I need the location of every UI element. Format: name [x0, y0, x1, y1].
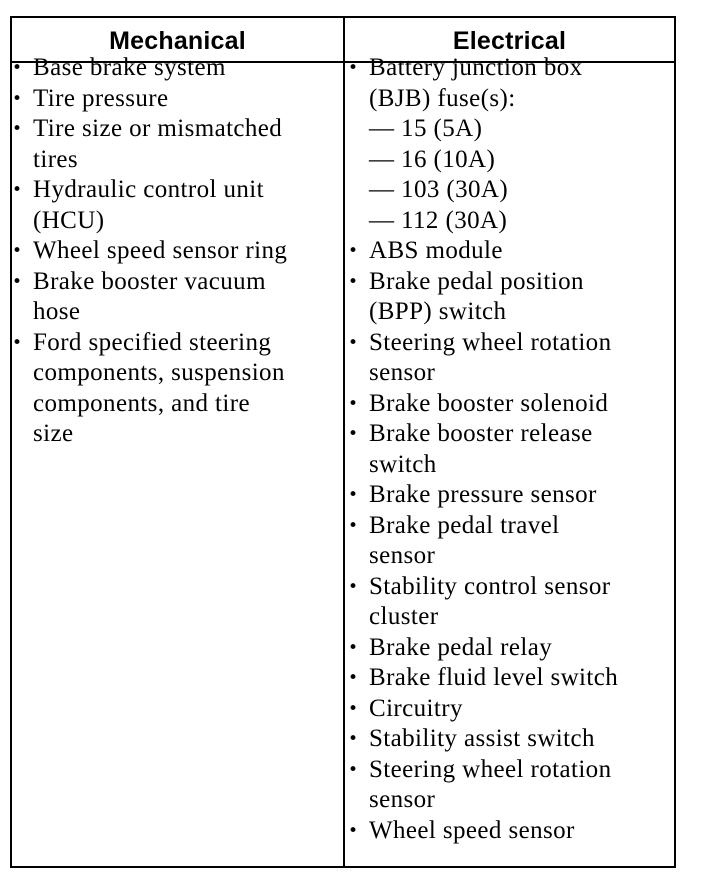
- mechanical-list-item: [9, 175, 287, 236]
- electrical-item-text: Stability control sensor: [369, 572, 611, 600]
- mechanical-item-text: components, suspension: [33, 359, 285, 386]
- electrical-item-text: Brake booster solenoid: [369, 389, 609, 417]
- bullet-icon: [12, 175, 26, 208]
- electrical-item-text: Brake fluid level switch: [369, 664, 619, 691]
- electrical-list-item: [345, 572, 618, 633]
- electrical-column: [345, 53, 618, 846]
- electrical-list-item: [345, 816, 618, 847]
- mechanical-item-text: (HCU): [33, 206, 105, 234]
- mechanical-item-text: Tire size or mismatched: [33, 115, 283, 142]
- electrical-item-text: Steering wheel rotation: [369, 755, 612, 783]
- mechanical-item-text: Base brake system: [33, 54, 226, 81]
- electrical-item-text: — 15 (5A): [369, 115, 483, 142]
- electrical-item-text: Brake pressure sensor: [369, 481, 597, 508]
- electrical-item-text: sensor: [369, 786, 436, 813]
- mechanical-item-text: Ford specified steering: [33, 328, 272, 356]
- electrical-item-text: — 112 (30A): [369, 206, 508, 234]
- bullet-icon: [12, 114, 26, 147]
- electrical-item-text: Brake pedal position: [369, 267, 584, 295]
- bullet-icon: [12, 267, 26, 300]
- header-mechanical: Mechanical: [109, 27, 246, 55]
- bullet-icon: [348, 572, 362, 605]
- bullet-icon: [348, 480, 362, 513]
- mechanical-list-item: [9, 267, 287, 328]
- bullet-icon: [348, 389, 362, 422]
- electrical-item-text: (BPP) switch: [369, 298, 507, 325]
- electrical-list-item: [345, 53, 618, 236]
- bullet-icon: [348, 724, 362, 757]
- electrical-list-item: [345, 267, 618, 328]
- electrical-list-item: [345, 419, 618, 480]
- mechanical-item-text: size: [33, 420, 74, 447]
- electrical-item-text: Stability assist switch: [369, 725, 595, 752]
- bullet-icon: [348, 267, 362, 300]
- electrical-item-text: sensor: [369, 359, 436, 386]
- electrical-item-text: Circuitry: [369, 694, 463, 722]
- bullet-icon: [348, 419, 362, 452]
- mechanical-item-text: Hydraulic control unit: [33, 176, 264, 203]
- mechanical-column: [9, 53, 287, 450]
- mechanical-list-item: [9, 114, 287, 175]
- electrical-item-text: switch: [369, 450, 437, 478]
- electrical-list-item: [345, 633, 618, 664]
- electrical-list-item: [345, 663, 618, 694]
- mechanical-item-text: Brake booster vacuum: [33, 267, 266, 295]
- electrical-list-item: [345, 389, 618, 420]
- electrical-list-item: [345, 236, 618, 267]
- bullet-icon: [12, 236, 26, 269]
- bullet-icon: [12, 53, 26, 86]
- mechanical-item-text: components, and tire: [33, 389, 250, 417]
- electrical-list-item: [345, 755, 618, 816]
- mechanical-item-text: Tire pressure: [33, 84, 169, 112]
- mechanical-item-text: Wheel speed sensor ring: [33, 237, 288, 264]
- mechanical-list-item: [9, 84, 287, 115]
- electrical-list-item: [345, 724, 618, 755]
- bullet-icon: [348, 328, 362, 361]
- electrical-list-item: [345, 328, 618, 389]
- bullet-icon: [348, 511, 362, 544]
- electrical-item-text: ABS module: [369, 237, 503, 264]
- bullet-icon: [348, 236, 362, 269]
- header-electrical: Electrical: [452, 27, 567, 55]
- electrical-item-text: Brake pedal travel: [369, 511, 560, 539]
- mechanical-item-text: hose: [33, 298, 81, 325]
- electrical-list-item: [345, 511, 618, 572]
- electrical-item-text: Brake booster release: [369, 420, 593, 447]
- mechanical-list-item: [9, 53, 287, 84]
- bullet-icon: [12, 328, 26, 361]
- mechanical-list-item: [9, 328, 287, 450]
- electrical-item-text: cluster: [369, 603, 439, 630]
- electrical-item-text: Battery junction box: [369, 54, 583, 81]
- mechanical-item-text: tires: [33, 145, 79, 173]
- bullet-icon: [348, 816, 362, 849]
- electrical-item-text: Steering wheel rotation: [369, 328, 612, 356]
- electrical-list-item: [345, 480, 618, 511]
- bullet-icon: [348, 633, 362, 666]
- electrical-item-text: sensor: [369, 542, 436, 569]
- electrical-item-text: — 103 (30A): [369, 176, 509, 203]
- electrical-list-item: [345, 694, 618, 725]
- electrical-item-text: Brake pedal relay: [369, 633, 553, 661]
- bullet-icon: [348, 694, 362, 727]
- bullet-icon: [12, 84, 26, 117]
- electrical-item-text: — 16 (10A): [369, 145, 496, 173]
- mechanical-list-item: [9, 236, 287, 267]
- bullet-icon: [348, 755, 362, 788]
- bullet-icon: [348, 663, 362, 696]
- electrical-item-text: Wheel speed sensor: [369, 816, 575, 844]
- bullet-icon: [348, 53, 362, 86]
- electrical-item-text: (BJB) fuse(s):: [369, 84, 516, 112]
